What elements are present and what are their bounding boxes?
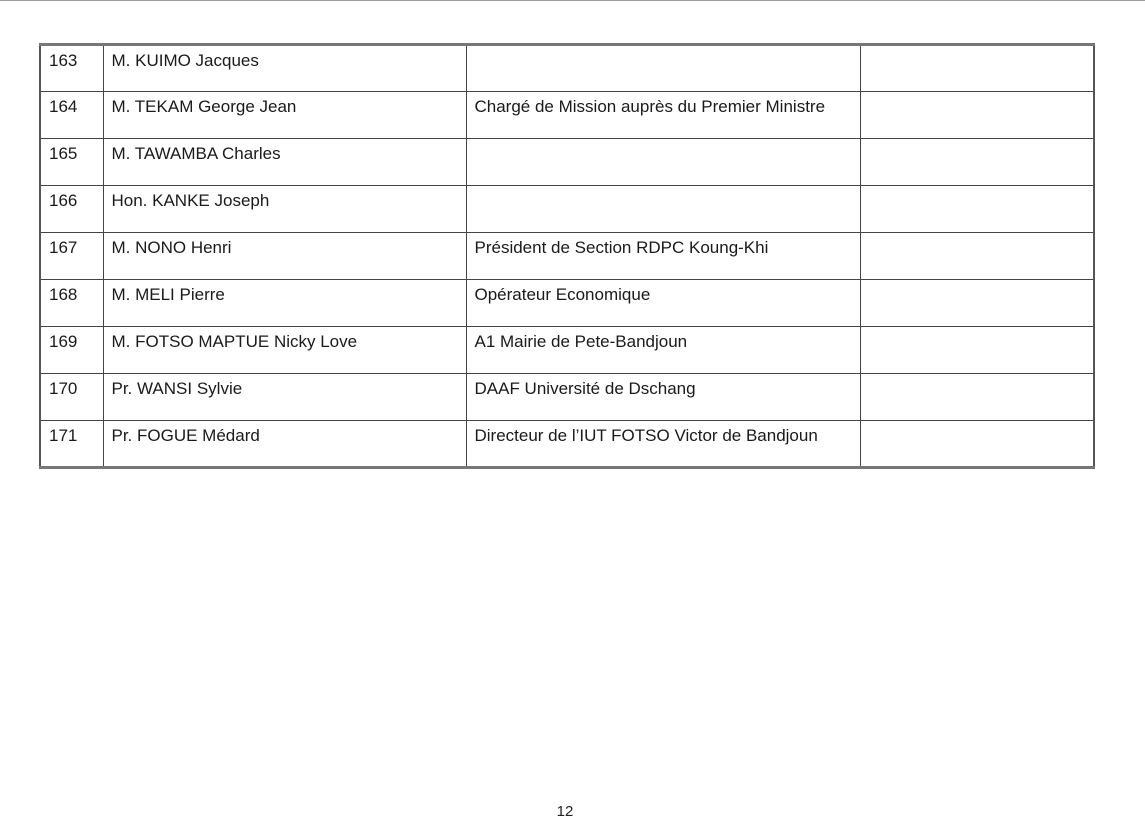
row-number-cell: 166 — [40, 186, 103, 233]
row-number-cell: 169 — [40, 327, 103, 374]
table-row — [40, 374, 1094, 421]
row-number-cell: 163 — [40, 45, 103, 92]
name-cell: M. MELI Pierre — [103, 280, 466, 327]
table-row — [40, 233, 1094, 280]
row-number-cell: 168 — [40, 280, 103, 327]
extra-cell — [860, 374, 1094, 421]
extra-cell — [860, 327, 1094, 374]
name-cell: M. KUIMO Jacques — [103, 45, 466, 92]
row-number-cell: 170 — [40, 374, 103, 421]
table-row — [40, 139, 1094, 186]
extra-cell — [860, 139, 1094, 186]
row-number-cell: 165 — [40, 139, 103, 186]
name-cell: M. FOTSO MAPTUE Nicky Love — [103, 327, 466, 374]
title-cell — [466, 45, 860, 92]
row-number-cell: 164 — [40, 92, 103, 139]
name-cell: M. TAWAMBA Charles — [103, 139, 466, 186]
title-cell: Chargé de Mission auprès du Premier Ministre — [466, 92, 860, 139]
page-number: 12 — [556, 803, 574, 820]
page-top-rule — [0, 0, 1145, 1]
title-cell: A1 Mairie de Pete-Bandjoun — [466, 327, 860, 374]
attendee-table — [39, 43, 1095, 469]
title-cell — [466, 139, 860, 186]
name-cell: M. TEKAM George Jean — [103, 92, 466, 139]
name-cell: Hon. KANKE Joseph — [103, 186, 466, 233]
table-row — [40, 327, 1094, 374]
title-cell: Directeur de l’IUT FOTSO Victor de Bandjoun — [466, 421, 860, 468]
extra-cell — [860, 92, 1094, 139]
extra-cell — [860, 421, 1094, 468]
title-cell: Opérateur Economique — [466, 280, 860, 327]
extra-cell — [860, 233, 1094, 280]
row-number-cell: 171 — [40, 421, 103, 468]
title-cell: DAAF Université de Dschang — [466, 374, 860, 421]
title-cell: Président de Section RDPC Koung-Khi — [466, 233, 860, 280]
title-cell — [466, 186, 860, 233]
table-row — [40, 421, 1094, 468]
extra-cell — [860, 186, 1094, 233]
table-row — [40, 186, 1094, 233]
row-number-cell: 167 — [40, 233, 103, 280]
extra-cell — [860, 45, 1094, 92]
table-row — [40, 45, 1094, 92]
name-cell: Pr. FOGUE Médard — [103, 421, 466, 468]
name-cell: Pr. WANSI Sylvie — [103, 374, 466, 421]
extra-cell — [860, 280, 1094, 327]
table-row — [40, 280, 1094, 327]
table-row — [40, 92, 1094, 139]
name-cell: M. NONO Henri — [103, 233, 466, 280]
